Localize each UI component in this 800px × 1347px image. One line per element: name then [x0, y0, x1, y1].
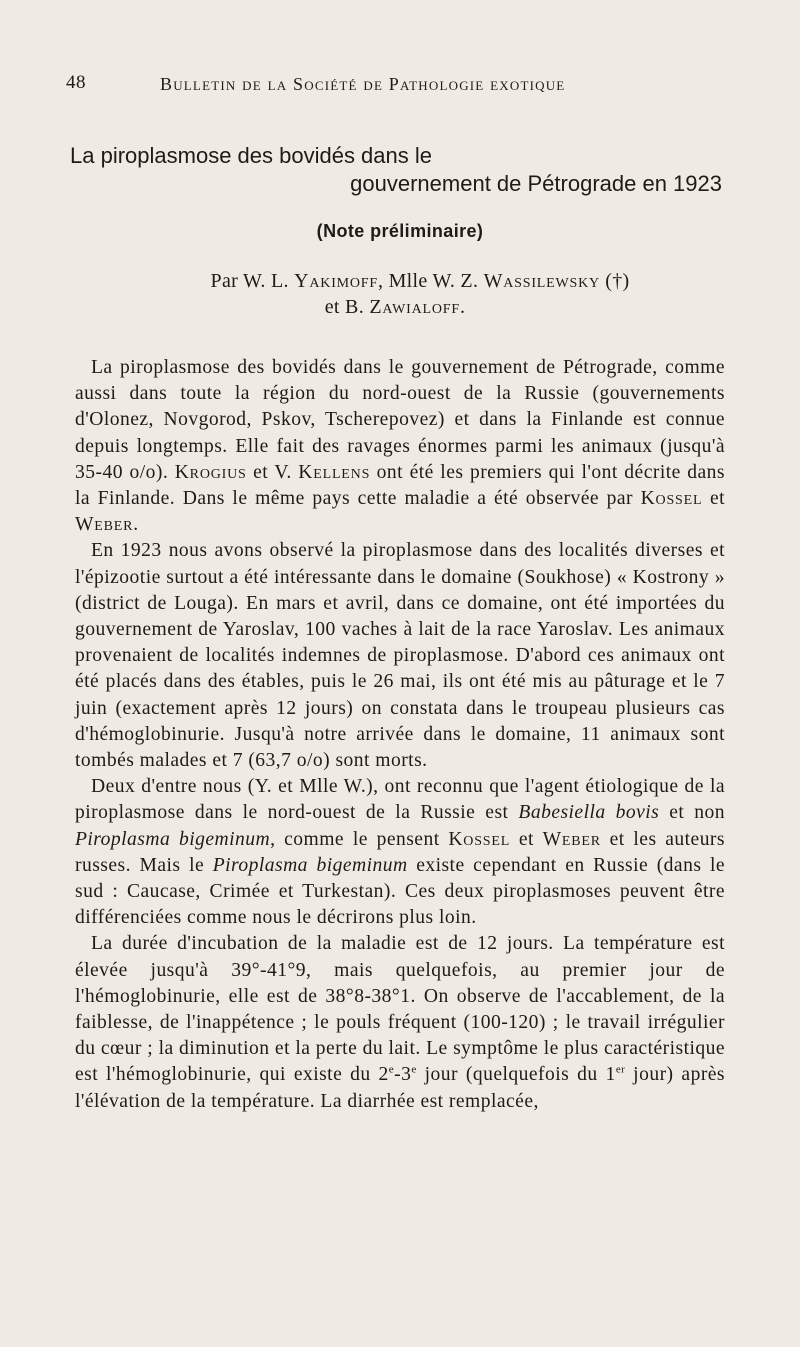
p3-text-6: existe cependant en Russie (dans le sud : Caucase, Crimée et Turkestan). Ces deux piroplasmoses peuvent être différenciées comme nous le décrirons plus loin. — [75, 854, 726, 929]
p3-text-5: et les auteurs russes. Mais le — [75, 828, 725, 876]
p4-text-1: La durée d'incubation de la maladie est de 12 jours. La température est élevée jusqu'à 39°-41°9, mais quelquefois, au premier jour de l'hémoglobinurie, elle est de 38°8-38°1. On observe de l'accablement, de la faiblesse, de l'inappétence ; le pouls fréquent (100-120) ; le travail irrégulier du cœur ; la diminution et la perte du lait. Le symptôme le plus caractéristique est l'hémoglobinurie, qui existe du 2 — [75, 933, 725, 1086]
author-3-name: Zawialoff — [369, 296, 460, 318]
author-2-prefix: , Mlle W. Z. — [377, 270, 479, 292]
species-babesiella-bovis: Babesiella bovis — [518, 802, 660, 824]
paragraph-4 — [75, 931, 725, 1114]
p1-text-5: . — [133, 514, 139, 536]
author-ref-kellens: Kellens — [298, 461, 371, 483]
page-number: 48 — [66, 72, 86, 93]
article-subtitle: (Note préliminaire) — [316, 221, 484, 241]
author-row-2 — [0, 294, 800, 320]
author-3-prefix: et B. — [324, 296, 364, 318]
p1-text-2: et V. — [246, 461, 299, 483]
author-row-1 — [0, 268, 800, 294]
by-label: Par — [210, 270, 239, 292]
p3-text-2: et non — [659, 802, 726, 824]
p1-text-1: La piroplasmose des bovidés dans le gouvernement de Pétrograde, comme aussi dans toute la région du nord-ouest de la Russie (gouvernements d'Olonez, Novgorod, Pskov, Tscherepovez) et dans la Finlande est connue depuis longtemps. Elle fait des ravages énormes parmi les animaux (jusqu'à 35-40 o/o). — [75, 357, 725, 483]
article-title — [70, 142, 730, 198]
p3-text-1: Deux d'entre nous (Y. et Mlle W.), ont reconnu que l'agent étiologique de la piroplasmose dans le nord-ouest de la Russie est — [75, 776, 725, 824]
running-title: Bulletin de la Société de Pathologie exotique — [160, 74, 566, 94]
paragraph-3 — [75, 774, 725, 931]
paragraph-1 — [75, 355, 725, 538]
title-line-2: gouvernement de Pétrograde en 1923 — [350, 171, 722, 196]
species-piroplasma-bigeminum-2: Piroplasma bigeminum — [212, 854, 408, 876]
species-piroplasma-bigeminum: Piroplasma bigeminum — [75, 828, 271, 850]
author-2-suffix: (†) — [599, 270, 630, 292]
p4-text-4: jour) après l'élévation de la température. La diarrhée est remplacée, — [75, 1064, 726, 1112]
author-3-suffix: . — [459, 296, 466, 318]
author-ref-weber: Weber — [75, 514, 134, 536]
p4-sup-2: e — [411, 1063, 417, 1076]
author-2-name: Wassilewsky — [483, 270, 600, 292]
p4-sup-1: e — [388, 1063, 395, 1076]
p1-text-3: ont été les premiers qui l'ont décrite dans la Finlande. Dans le même pays cette maladie a été observée par — [75, 461, 726, 510]
p3-text-4: et — [510, 828, 543, 850]
p3-text-3: , comme le pensent — [270, 828, 449, 850]
author-ref-krogius: Krogius — [174, 461, 247, 483]
article-body — [75, 355, 725, 1115]
author-ref-kossel-2: Kossel — [448, 828, 511, 850]
author-ref-kossel: Kossel — [640, 488, 703, 510]
author-1-initials: W. L. — [243, 270, 289, 292]
p1-text-4: et — [702, 488, 725, 510]
p4-text-2: -3 — [394, 1064, 412, 1086]
p4-sup-3: er — [615, 1063, 626, 1076]
paragraph-2: En 1923 nous avons observé la piroplasmose dans des localités diverses et l'épizootie surtout a été intéressante dans le domaine (Soukhose) « Kostrony » (district de Louga). En mars et avril, dans ce domaine, ont été importées du gouvernement de Yaroslav, 100 vaches à lait de la race Yaroslav. Les animaux provenaient de localités indemnes de piroplasmose. D'abord ces animaux ont été placés dans des étables, puis le 26 mai, ils ont été mis au pâturage et le 7 juin (exactement après 12 jours) on constata dans le troupeau plusieurs cas d'hémoglobinurie. Jusqu'à notre arrivée dans le domaine, 11 animaux sont tombés malades et 7 (63,7 o/o) sont morts. — [75, 540, 725, 772]
p4-text-3: jour (quelquefois du 1 — [416, 1064, 616, 1086]
author-1-name: Yakimoff — [294, 270, 378, 292]
author-line — [0, 268, 800, 320]
title-line-1: La piroplasmose des bovidés dans le — [70, 143, 433, 168]
author-ref-weber-2: Weber — [542, 828, 601, 850]
